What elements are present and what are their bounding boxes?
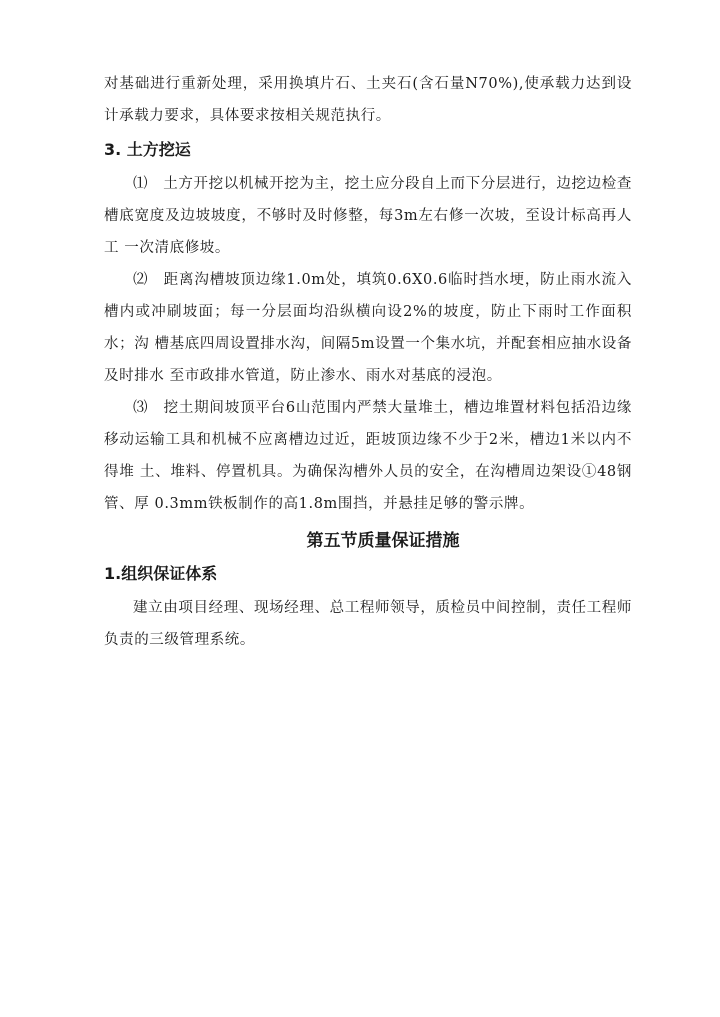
heading-earthwork: 3. 土方挖运 (104, 140, 191, 159)
section-title-quality: 第五节质量保证措施 (306, 531, 460, 551)
paragraph-foundation-treatment: 对基础进行重新处理，采用换填片石、土夹石(含石量N70%),使承载力达到设 计承载力要求，具体要求按相关规范执行。 (104, 76, 632, 124)
paragraph-management-system: 建立由项目经理、现场经理、总工程师领导，质检员中间控制，责任工程师负责的三级管理系统。 (104, 600, 632, 648)
document-page (104, 68, 632, 656)
heading-organization: 1.组织保证体系 (104, 564, 218, 583)
paragraph-excavation-2: ⑵ 距离沟槽坡顶边缘1.0m处，填筑0.6X0.6临时挡水埂，防止雨水流入 槽内或冲刷坡面；每一分层面均沿纵横向设2%的坡度，防止下雨时工作面积水；沟 槽基底四周设置排水沟，间隔5m设置一个集水坑，并配套相应抽水设备及时排水 至市政排水管道，防止渗水、雨水对基底的浸泡。 (104, 272, 632, 384)
paragraph-excavation-3: ⑶ 挖土期间坡顶平台6山范围内严禁大量堆土，槽边堆置材料包括沿边缘移动运输工具和机械不应离槽边过近，距坡顶边缘不少于2米，槽边1米以内不得堆 土、堆料、停置机具。为确保沟槽外人员的安全，在沟槽周边架设①48钢管、厚 0.3mm铁板制作的高1.8m围挡，并悬挂足够的警示牌。 (104, 400, 632, 512)
paragraph-excavation-1: ⑴ 土方开挖以机械开挖为主，挖土应分段自上而下分层进行，边挖边检查 槽底宽度及边坡坡度，不够时及时修整，每3m左右修一次坡，至设计标高再人工 一次清底修坡。 (104, 176, 632, 256)
